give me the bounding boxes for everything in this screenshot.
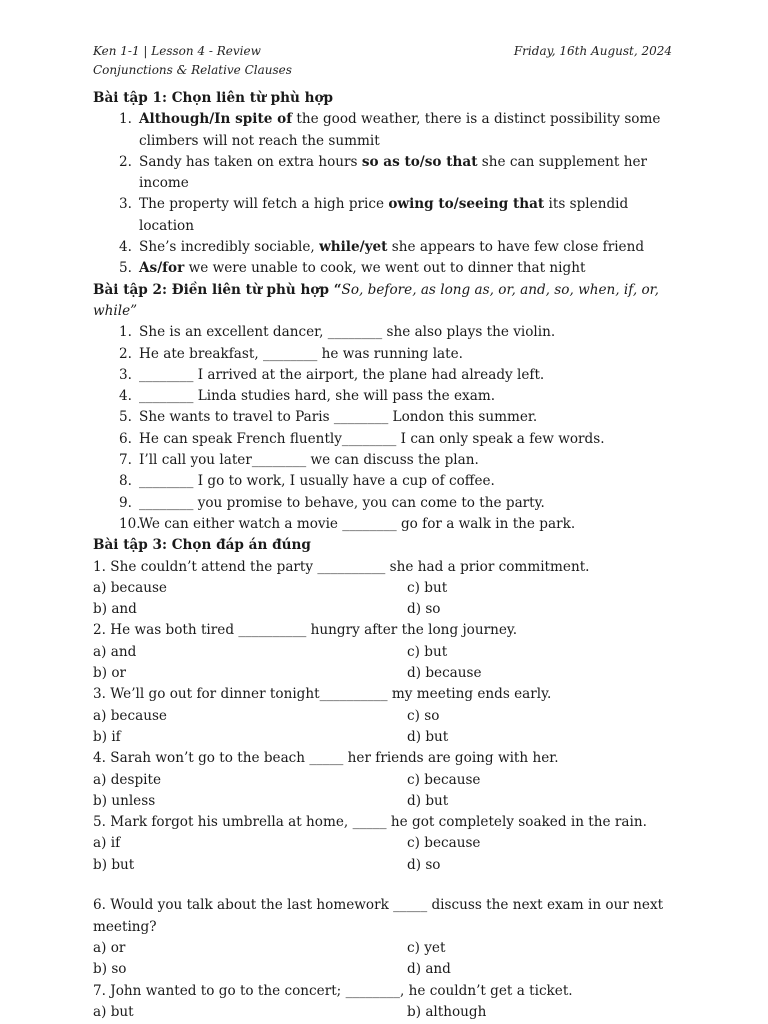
ex1-title: Bài tập 1: Chọn liên từ phù hợp bbox=[93, 90, 334, 106]
option-c: c) because bbox=[407, 771, 481, 788]
item-number bbox=[93, 493, 139, 514]
ex2-item bbox=[93, 471, 678, 492]
item-number-text: 5. bbox=[119, 409, 132, 426]
item-number-text: 3. bbox=[119, 196, 132, 213]
worksheet-content bbox=[93, 88, 678, 1023]
item-number bbox=[93, 322, 139, 343]
ex1-item bbox=[93, 258, 678, 279]
option-c: c) because bbox=[407, 835, 481, 852]
item-conjunction-choice: As/for bbox=[139, 260, 185, 277]
item-text: We can either watch a movie ________ go for a walk in the park. bbox=[139, 515, 576, 532]
ex1-list bbox=[93, 109, 678, 279]
item-number bbox=[93, 429, 139, 450]
option-a: a) or bbox=[93, 940, 126, 957]
ex2-item bbox=[93, 344, 678, 365]
item-number-text: 3. bbox=[119, 366, 132, 383]
option-c: c) but bbox=[407, 643, 448, 660]
option-d: d) but bbox=[407, 792, 449, 809]
option-c: c) so bbox=[407, 707, 440, 724]
option-d: d) but bbox=[407, 728, 449, 745]
option-a: a) because bbox=[93, 579, 167, 596]
item-number bbox=[93, 471, 139, 492]
ex2-hint: So, before, as long as, or, and, so, when, if, or, while bbox=[93, 281, 659, 319]
item-text bbox=[139, 194, 678, 237]
option-d: d) so bbox=[407, 856, 441, 873]
option-d: d) because bbox=[407, 665, 482, 682]
ex2-item bbox=[93, 365, 678, 386]
item-number-text: 4. bbox=[119, 239, 132, 256]
question-text: 2. He was both tired __________ hungry after the long journey. bbox=[93, 622, 518, 639]
item-text: He ate breakfast, ________ he was running late. bbox=[139, 345, 463, 362]
ex1-item bbox=[93, 109, 678, 152]
item-number-text: 1. bbox=[119, 111, 132, 128]
item-number-text: 5. bbox=[119, 260, 132, 277]
option-c: c) yet bbox=[407, 940, 446, 957]
item-text bbox=[139, 237, 678, 258]
option-b: b) if bbox=[93, 728, 121, 745]
item-text-before: The property will fetch a high price bbox=[139, 196, 389, 213]
item-number bbox=[93, 365, 139, 386]
ex1-item bbox=[93, 237, 678, 258]
item-text: He can speak French fluently________ I can only speak a few words. bbox=[139, 430, 605, 447]
ex2-item bbox=[93, 322, 678, 343]
header-date: Friday, 16th August, 2024 bbox=[513, 44, 672, 58]
ex2-list bbox=[93, 322, 678, 535]
ex1-item bbox=[93, 152, 678, 195]
option-d: d) so bbox=[407, 601, 441, 618]
ex2-item bbox=[93, 493, 678, 514]
item-text bbox=[139, 109, 678, 152]
item-text: She is an excellent dancer, ________ she also plays the violin. bbox=[139, 324, 556, 341]
option-a: a) despite bbox=[93, 771, 162, 788]
item-number-text: 7. bbox=[119, 452, 132, 469]
item-number bbox=[93, 237, 139, 258]
question-text: 4. Sarah won’t go to the beach _____ her friends are going with her. bbox=[93, 750, 559, 767]
item-number bbox=[93, 450, 139, 471]
item-text-after: we were unable to cook, we went out to dinner that night bbox=[184, 260, 586, 277]
item-number-text: 8. bbox=[119, 473, 132, 490]
ex2-item bbox=[93, 429, 678, 450]
item-text-after: its splendid location bbox=[139, 196, 629, 234]
item-text bbox=[139, 258, 678, 279]
item-conjunction-choice: owing to/seeing that bbox=[388, 196, 545, 213]
ex2-title-text: Bài tập 2: Điền liên từ phù hợp “ bbox=[93, 281, 342, 298]
item-number-text: 10. bbox=[119, 515, 141, 532]
ex2-item bbox=[93, 386, 678, 407]
item-text-after: she can supplement her income bbox=[139, 153, 647, 192]
option-b: b) so bbox=[93, 961, 127, 978]
ex2-item bbox=[93, 450, 678, 471]
item-number bbox=[93, 258, 139, 279]
ex1-item bbox=[93, 194, 678, 237]
header-course: Ken 1-1 | Lesson 4 - Review bbox=[93, 44, 261, 58]
page-header bbox=[93, 42, 672, 80]
ex2-item bbox=[93, 407, 678, 428]
option-b: b) and bbox=[93, 601, 137, 618]
item-text: I’ll call you later________ we can discuss the plan. bbox=[139, 452, 479, 469]
q7-option-a: a) but bbox=[93, 1003, 134, 1020]
ex3-title: Bài tập 3: Chọn đáp án đúng bbox=[93, 537, 311, 554]
item-text: ________ I go to work, I usually have a cup of coffee. bbox=[139, 473, 495, 490]
item-number bbox=[93, 194, 139, 237]
ex2-hint-close: ” bbox=[130, 302, 138, 319]
question-options bbox=[93, 706, 678, 749]
question-options bbox=[93, 938, 678, 981]
item-text bbox=[139, 152, 678, 195]
item-number-text: 2. bbox=[119, 345, 132, 362]
question-text: 1. She couldn’t attend the party __________ she had a prior commitment. bbox=[93, 558, 590, 575]
question-options bbox=[93, 770, 678, 813]
option-a: a) because bbox=[93, 707, 167, 724]
item-number bbox=[93, 109, 139, 152]
spacer bbox=[93, 876, 678, 896]
question-options bbox=[93, 578, 678, 621]
item-conjunction-choice: so as to/so that bbox=[361, 153, 478, 170]
question-options bbox=[93, 642, 678, 685]
item-number-text: 4. bbox=[119, 388, 132, 405]
option-b: b) but bbox=[93, 856, 135, 873]
item-number-text: 2. bbox=[119, 153, 132, 170]
question-text: 5. Mark forgot his umbrella at home, _____ he got completely soaked in the rain. bbox=[93, 814, 647, 831]
item-text: ________ you promise to behave, you can come to the party. bbox=[139, 494, 545, 511]
item-conjunction-choice: while/yet bbox=[319, 239, 388, 256]
ex2-item bbox=[93, 514, 678, 535]
item-number-text: 1. bbox=[119, 324, 132, 341]
item-text-after: she appears to have few close friend bbox=[387, 239, 645, 256]
ex3-list bbox=[93, 557, 678, 981]
option-c: c) but bbox=[407, 579, 448, 596]
item-text-before: She’s incredibly sociable, bbox=[139, 239, 320, 256]
question-text: 3. We’ll go out for dinner tonight__________ my meeting ends early. bbox=[93, 686, 552, 703]
item-text-before: Sandy has taken on extra hours bbox=[139, 153, 362, 170]
option-b: b) or bbox=[93, 665, 127, 682]
q7-question: 7. John wanted to go to the concert; ________, he couldn’t get a ticket. bbox=[93, 982, 573, 999]
item-text: ________ Linda studies hard, she will pass the exam. bbox=[139, 388, 496, 405]
item-conjunction-choice: Although/In spite of bbox=[139, 111, 293, 128]
item-number-text: 6. bbox=[119, 430, 132, 447]
item-number bbox=[93, 152, 139, 195]
option-a: a) and bbox=[93, 643, 137, 660]
header-topic: Conjunctions & Relative Clauses bbox=[93, 63, 292, 77]
question-options bbox=[93, 833, 678, 876]
question-text: 6. Would you talk about the last homework _____ discuss the next exam in our next meeting? bbox=[93, 897, 664, 935]
item-text: She wants to travel to Paris ________ London this summer. bbox=[139, 409, 538, 426]
item-number bbox=[93, 386, 139, 407]
item-number bbox=[93, 407, 139, 428]
option-b: b) unless bbox=[93, 792, 156, 809]
q7-option-b: b) although bbox=[407, 1003, 487, 1020]
option-d: d) and bbox=[407, 961, 451, 978]
q7-options bbox=[93, 1002, 678, 1023]
item-number bbox=[93, 344, 139, 365]
item-number-text: 9. bbox=[119, 494, 132, 511]
item-text-after: the good weather, there is a distinct possibility some climbers will not reach the summit bbox=[139, 111, 661, 149]
ex2-title bbox=[93, 280, 678, 323]
option-a: a) if bbox=[93, 835, 121, 852]
item-text: ________ I arrived at the airport, the plane had already left. bbox=[139, 366, 545, 383]
item-number bbox=[93, 514, 139, 535]
